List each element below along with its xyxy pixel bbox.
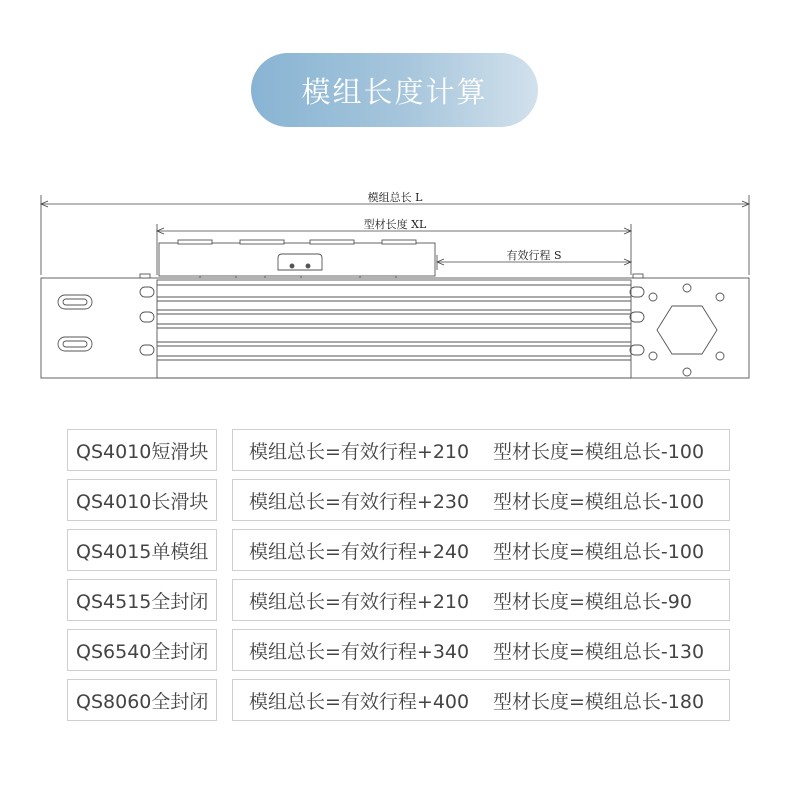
table-row xyxy=(67,579,732,623)
profile-length-formula: 型材长度=模组总长-100 xyxy=(493,490,705,513)
model-cell: QS6540全封闭 xyxy=(67,629,217,671)
slider-block xyxy=(159,240,435,280)
model-cell: QS4010短滑块 xyxy=(67,429,217,471)
total-length-formula: 模组总长=有效行程+210 xyxy=(249,440,470,463)
profile-length-formula: 型材长度=模组总长-90 xyxy=(493,590,692,613)
formula-cell xyxy=(232,529,730,571)
table-row xyxy=(67,429,732,473)
table-row xyxy=(67,479,732,523)
profile-length-formula: 型材长度=模组总长-100 xyxy=(493,540,705,563)
formula-cell xyxy=(232,429,730,471)
table-row xyxy=(67,629,732,673)
formula-cell xyxy=(232,629,730,671)
formula-cell xyxy=(232,679,730,721)
profile-length-formula: 型材长度=模组总长-180 xyxy=(493,690,705,713)
table-row xyxy=(67,679,732,723)
module-length-diagram xyxy=(0,180,790,390)
stroke-label: 有效行程 S xyxy=(506,249,562,262)
table-row xyxy=(67,529,732,573)
profile-length-formula: 型材长度=模组总长-100 xyxy=(493,440,705,463)
profile-length-label: 型材长度 XL xyxy=(363,218,427,231)
model-cell: QS4010长滑块 xyxy=(67,479,217,521)
profile-length-formula: 型材长度=模组总长-130 xyxy=(493,640,705,663)
total-length-formula: 模组总长=有效行程+340 xyxy=(249,640,470,663)
total-length-formula: 模组总长=有效行程+240 xyxy=(249,540,470,563)
page-title: 模组长度计算 xyxy=(251,53,538,127)
module-body xyxy=(41,274,749,378)
total-length-formula: 模组总长=有效行程+210 xyxy=(249,590,470,613)
total-length-formula: 模组总长=有效行程+230 xyxy=(249,490,470,513)
formula-cell xyxy=(232,579,730,621)
formula-cell xyxy=(232,479,730,521)
total-length-formula: 模组总长=有效行程+400 xyxy=(249,690,470,713)
model-cell: QS4515全封闭 xyxy=(67,579,217,621)
model-cell: QS4015单模组 xyxy=(67,529,217,571)
total-length-label: 模组总长 L xyxy=(367,191,423,204)
model-cell: QS8060全封闭 xyxy=(67,679,217,721)
